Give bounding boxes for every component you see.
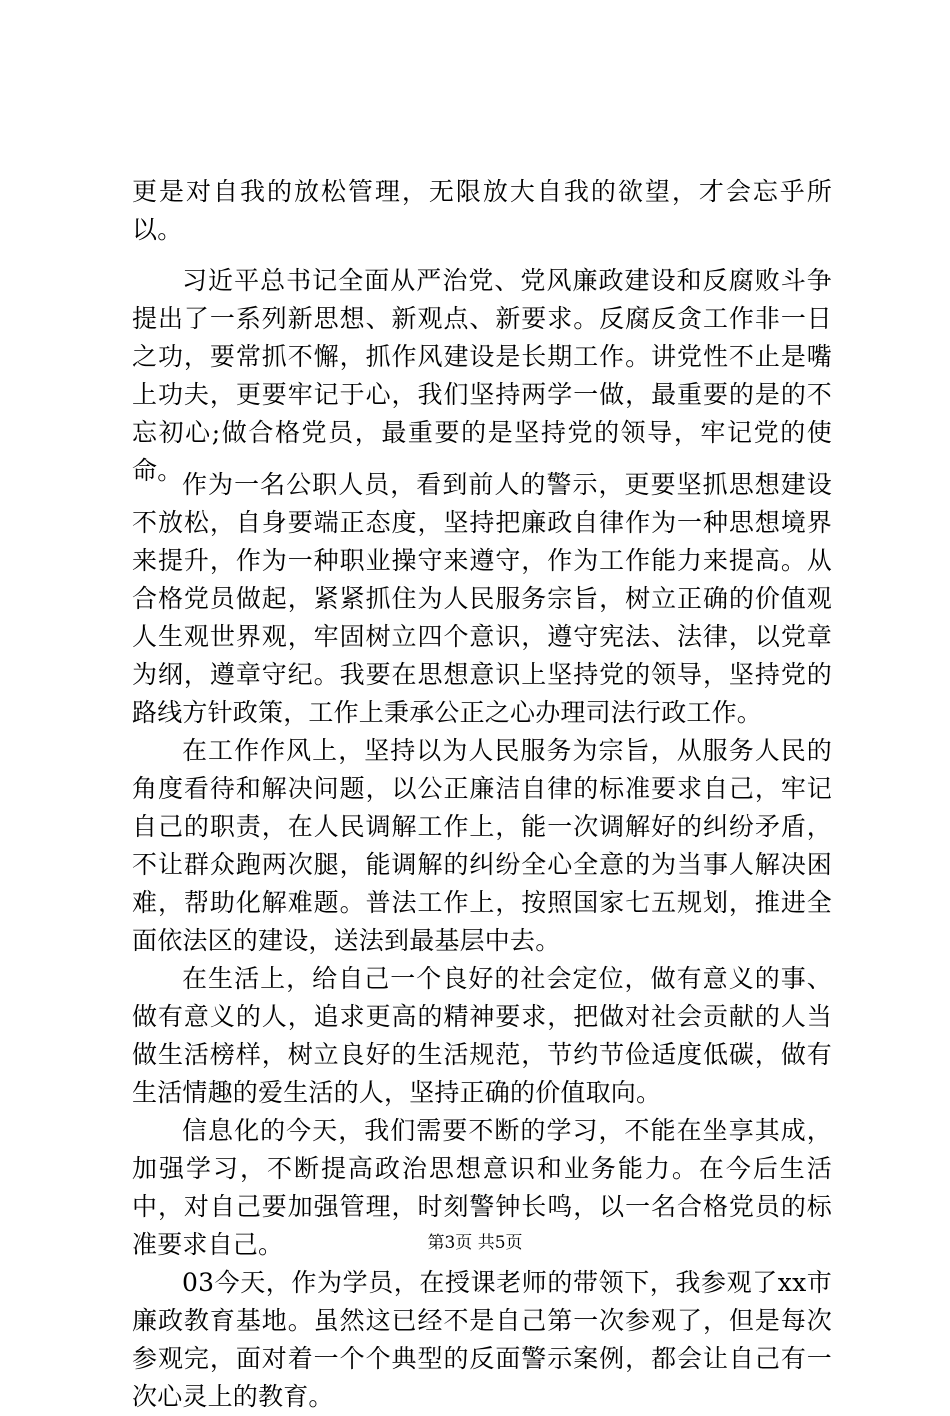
paragraph-1: 更是对自我的放松管理，无限放大自我的欲望，才会忘乎所以。: [132, 177, 832, 244]
paragraph-6: 信息化的今天，我们需要不断的学习，不能在坐享其成，加强学习，不断提高政治思想意识和业务能力。在今后生活中，对自己要加强管理，时刻警钟长鸣，以一名合格党员的标准要求自己。: [132, 1116, 832, 1259]
paragraph-7: 03今天，作为学员，在授课老师的带领下，我参观了xx市廉政教育基地。虽然这已经不是自己第一次参观了，但是每次参观完，面对着一个个典型的反面警示案例，都会让自己有一次心灵上的教育。: [132, 1268, 832, 1411]
paragraph-3: 作为一名公职人员，看到前人的警示，更要坚抓思想建设不放松，自身要端正态度，坚持把廉政自律作为一种思想境界来提升，作为一种职业操守来遵守，作为工作能力来提高。从合格党员做起，紧紧抓住为人民服务宗旨，树立正确的价值观人生观世界观，牢固树立四个意识，遵守宪法、法律，以党章为纲，遵章守纪。我要在思想意识上坚持党的领导，坚持党的路线方针政策，工作上秉承公正之心办理司法行政工作。: [132, 470, 832, 727]
paragraph-4: 在工作作风上，坚持以为人民服务为宗旨，从服务人民的角度看待和解决问题，以公正廉洁自律的标准要求自己，牢记自己的职责，在人民调解工作上，能一次调解好的纠纷矛盾，不让群众跑两次腿，能调解的纠纷全心全意的为当事人解决困难，帮助化解难题。普法工作上，按照国家七五规划，推进全面依法区的建设，送法到最基层中去。: [132, 736, 832, 955]
paragraph-5: 在生活上，给自己一个良好的社会定位，做有意义的事、做有意义的人，追求更高的精神要求，把做对社会贡献的人当做生活榜样，树立良好的生活规范，节约节俭适度低碳，做有生活情趣的爱生活的人，坚持正确的价值取向。: [132, 964, 832, 1107]
paragraph-2: 习近平总书记全面从严治党、党风廉政建设和反腐败斗争提出了一系列新思想、新观点、新要求。反腐反贪工作非一日之功，要常抓不懈，抓作风建设是长期工作。讲党性不止是嘴上功夫，更要牢记于心，我们坚持两学一做，最重要的是的不忘初心;做合格党员，最重要的是坚持党的领导，牢记党的使命。: [132, 266, 832, 485]
page-number-footer: 第3页 共5页: [427, 1233, 523, 1253]
